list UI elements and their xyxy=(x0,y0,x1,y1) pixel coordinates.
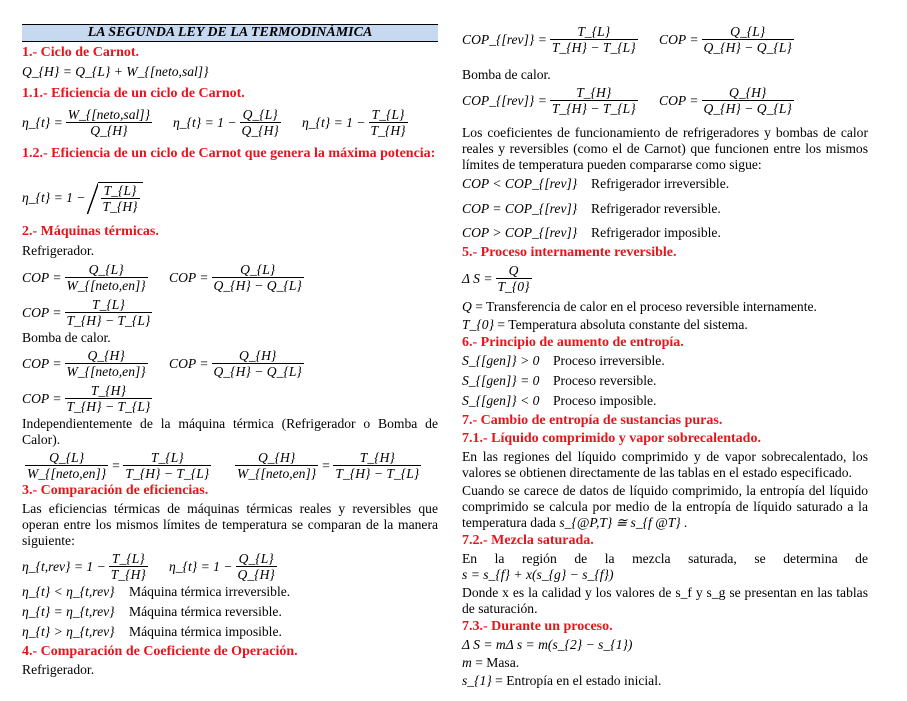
formula-row xyxy=(22,182,438,214)
formula xyxy=(22,64,209,80)
paragraph-text: Los coeficientes de funcionamiento de refrigeradores y bombas de calor reales y reversibles (como el de Carnot) que funcionen entre los mismos límites de temperatura pueden compararse como sigue: xyxy=(462,125,868,172)
denominator: T_{0} xyxy=(497,279,530,294)
formula: COP = COP_{[rev]} xyxy=(462,201,578,216)
formula: η_{t} > η_{t,rev} xyxy=(22,624,115,639)
section-heading: 4.- Comparación de Coeficiente de Operación. xyxy=(22,644,298,659)
denominator: Q_{H} xyxy=(90,123,128,138)
fraction xyxy=(101,183,140,214)
formula-text: η_{t,rev} = 1 − xyxy=(22,558,106,574)
paragraph xyxy=(22,416,438,448)
formula xyxy=(22,297,155,328)
formula xyxy=(462,24,641,55)
section-heading: 3.- Comparación de eficiencias. xyxy=(22,483,209,498)
comparison-row xyxy=(22,604,438,622)
paragraph-text: Donde x es la calidad y los valores de s_f y s_g se presentan en las tablas de saturación. xyxy=(462,585,868,616)
denominator: Q_{H} − Q_{L} xyxy=(703,40,792,55)
numerator: T_{H} xyxy=(333,450,421,466)
paragraph xyxy=(462,125,868,173)
comparison-label: Refrigerador irreversible. xyxy=(591,176,730,191)
numerator: W_{[neto,sal]} xyxy=(67,107,151,122)
comparison-row xyxy=(462,353,868,371)
fraction xyxy=(65,348,148,379)
formula: s_{@P,T} ≅ s_{f @T} . xyxy=(559,515,688,530)
formula-text: COP = xyxy=(169,269,209,285)
section-heading: 2.- Máquinas térmicas. xyxy=(22,224,159,239)
fraction xyxy=(65,297,153,328)
fraction xyxy=(109,551,148,582)
formula-row xyxy=(462,85,868,116)
formula: S_{[gen]} < 0 xyxy=(462,393,540,408)
formula-text: η_{t} = 1 − xyxy=(173,114,237,130)
fraction xyxy=(702,24,794,55)
formula: s_{1} xyxy=(462,673,492,688)
formula-text: COP = xyxy=(659,92,699,108)
formula xyxy=(462,85,641,116)
fraction xyxy=(240,107,281,138)
section-heading: 6.- Principio de aumento de entropía. xyxy=(462,335,684,350)
paragraph-text: Independientemente de la máquina térmica (Refrigerador o Bomba de Calor). xyxy=(22,416,438,447)
denominator: T_{H} − T_{L} xyxy=(551,40,636,55)
formula-text: COP = xyxy=(22,355,62,371)
denominator: T_{H} − T_{L} xyxy=(66,313,151,328)
numerator: T_{L} xyxy=(65,297,153,313)
formula xyxy=(659,85,797,116)
formula: Q xyxy=(462,299,472,314)
fraction xyxy=(123,450,211,481)
formula xyxy=(173,107,284,138)
paragraph-text: = Masa. xyxy=(471,655,520,670)
formula xyxy=(22,348,151,379)
denominator: T_{H} xyxy=(102,199,138,214)
numerator: Q_{L} xyxy=(236,551,277,567)
comparison-row xyxy=(462,176,868,194)
fraction xyxy=(550,24,638,55)
fraction xyxy=(212,348,304,379)
numerator: T_{L} xyxy=(123,450,211,466)
paragraph-text: Bomba de calor. xyxy=(22,330,111,345)
paragraph-text: Cuando se carece de datos de líquido comprimido, la entropía del líquido comprimido se calcula por medio de la entropía de líquido saturado a la temperatura dada xyxy=(462,483,868,530)
formula-text: = xyxy=(111,457,121,473)
fraction xyxy=(212,262,304,293)
paragraph-text: Bomba de calor. xyxy=(462,67,551,82)
page-title: LA SEGUNDA LEY DE LA TERMODINÁMICA xyxy=(22,24,438,42)
comparison-label: Proceso reversible. xyxy=(553,373,657,388)
denominator: Q_{H} xyxy=(237,567,275,582)
denominator: W_{[neto,en]} xyxy=(237,466,317,481)
formula-row xyxy=(22,262,438,328)
paragraph xyxy=(462,449,868,481)
numerator: Q_{L} xyxy=(25,450,108,466)
paragraph xyxy=(462,317,868,333)
paragraph xyxy=(462,585,868,617)
formula: S_{[gen]} > 0 xyxy=(462,353,540,368)
numerator: Q_{L} xyxy=(212,262,304,278)
paragraph-text: Refrigerador. xyxy=(22,662,95,677)
comparison-row xyxy=(22,624,438,642)
formula: S_{[gen]} = 0 xyxy=(462,373,540,388)
section-heading: 7.2.- Mezcla saturada. xyxy=(462,533,594,548)
formula-text: Δ S = xyxy=(462,270,493,286)
formula: η_{t} < η_{t,rev} xyxy=(22,584,115,599)
comparison-row xyxy=(22,584,438,602)
paragraph xyxy=(462,299,868,315)
formula-text: COP = xyxy=(169,355,209,371)
formula: m xyxy=(462,655,472,670)
formula-text: COP = xyxy=(22,269,62,285)
fraction xyxy=(333,450,421,481)
formula-text: η_{t} = 1 − xyxy=(22,190,86,205)
fraction xyxy=(66,107,152,138)
formula-row xyxy=(22,551,438,582)
formula xyxy=(169,551,280,582)
numerator: T_{L} xyxy=(101,183,140,199)
numerator: T_{L} xyxy=(369,107,408,123)
formula xyxy=(462,263,535,294)
numerator: Q xyxy=(496,263,532,279)
denominator: Q_{H} xyxy=(241,123,279,138)
section-heading: 1.2.- Eficiencia de un ciclo de Carnot que genera la máxima potencia: xyxy=(22,146,436,161)
formula xyxy=(169,262,307,293)
formula xyxy=(22,262,151,293)
paragraph xyxy=(462,483,868,531)
paragraph xyxy=(22,501,438,549)
numerator: T_{H} xyxy=(65,383,153,399)
denominator: W_{[neto,en]} xyxy=(66,278,146,293)
comparison-label: Máquina térmica imposible. xyxy=(129,624,282,639)
paragraph-text: En la región de la mezcla saturada, se determina de xyxy=(462,551,868,566)
numerator: T_{L} xyxy=(550,24,638,40)
paragraph xyxy=(462,673,868,689)
paragraph-text: Refrigerador. xyxy=(22,243,95,258)
formula xyxy=(22,107,155,138)
fraction xyxy=(235,450,318,481)
comparison-row xyxy=(462,225,868,243)
numerator: Q_{H} xyxy=(702,85,794,101)
formula xyxy=(659,24,797,55)
formula-text: COP = xyxy=(22,390,62,406)
comparison-row xyxy=(462,393,868,411)
fraction xyxy=(236,551,277,582)
formula-row xyxy=(22,450,438,481)
denominator: T_{H} − T_{L} xyxy=(66,399,151,414)
comparison-row xyxy=(462,201,868,219)
formula-row xyxy=(22,348,438,414)
formula-row xyxy=(22,107,438,138)
paragraph xyxy=(462,67,868,83)
paragraph-text: = Transferencia de calor en el proceso reversible internamente. xyxy=(471,299,817,314)
section-heading: 5.- Proceso internamente reversible. xyxy=(462,245,677,260)
denominator: W_{[neto,en]} xyxy=(27,466,107,481)
formula-text: COP_{[rev]} = xyxy=(462,92,547,108)
paragraph-text: Las eficiencias térmicas de máquinas térmicas reales y reversibles que operan entre los mismos límites de temperatura se comparan de la manera siguiente: xyxy=(22,501,438,548)
formula: s = s_{f} + x(s_{g} − s_{f}) xyxy=(462,567,614,582)
formula-text: η_{t} = 1 − xyxy=(302,114,366,130)
formula-text: η_{t} = xyxy=(22,114,63,130)
paragraph-text: En las regiones del líquido comprimido y de vapor sobrecalentado, los valores se obtienen directamente de las tablas en el estado especificado. xyxy=(462,449,868,480)
numerator: T_{H} xyxy=(550,85,638,101)
paragraph xyxy=(22,330,438,346)
fraction xyxy=(702,85,794,116)
fraction xyxy=(65,383,153,414)
right-column xyxy=(462,0,868,701)
denominator: T_{H} − T_{L} xyxy=(551,101,636,116)
denominator: Q_{H} − Q_{L} xyxy=(213,364,302,379)
paragraph-text: = Temperatura absoluta constante del sistema. xyxy=(494,317,748,332)
formula-row xyxy=(22,64,438,80)
formula: COP < COP_{[rev]} xyxy=(462,176,578,191)
fraction xyxy=(369,107,408,138)
formula: T_{0} xyxy=(462,317,495,332)
comparison-label: Máquina térmica irreversible. xyxy=(129,584,291,599)
formula-text: = xyxy=(321,457,331,473)
formula xyxy=(169,348,307,379)
denominator: T_{H} − T_{L} xyxy=(335,466,420,481)
numerator: Q_{H} xyxy=(65,348,148,364)
paragraph xyxy=(462,551,868,583)
formula xyxy=(22,551,151,582)
section-heading: 7.1.- Líquido comprimido y vapor sobrecalentado. xyxy=(462,431,761,446)
left-column xyxy=(22,0,438,701)
section-heading: 1.1.- Eficiencia de un ciclo de Carnot. xyxy=(22,86,245,101)
comparison-label: Máquina térmica reversible. xyxy=(129,604,282,619)
numerator: Q_{L} xyxy=(240,107,281,123)
numerator: Q_{L} xyxy=(65,262,148,278)
formula xyxy=(232,450,424,481)
section-heading: 7.- Cambio de entropía de sustancias puras. xyxy=(462,413,723,428)
fraction xyxy=(65,262,148,293)
section-heading: 7.3.- Durante un proceso. xyxy=(462,619,613,634)
denominator: T_{H} xyxy=(370,123,406,138)
paragraph-text: = Entropía en el estado inicial. xyxy=(491,673,662,688)
paragraph xyxy=(22,243,438,259)
formula: COP > COP_{[rev]} xyxy=(462,225,578,240)
numerator: T_{L} xyxy=(109,551,148,567)
denominator: T_{H} xyxy=(110,567,146,582)
denominator: W_{[neto,en]} xyxy=(66,364,146,379)
section-heading: 1.- Ciclo de Carnot. xyxy=(22,45,140,60)
fraction xyxy=(550,85,638,116)
paragraph xyxy=(462,637,868,653)
square-root xyxy=(98,182,143,214)
numerator: Q_{H} xyxy=(212,348,304,364)
fraction xyxy=(496,263,532,294)
numerator: Q_{H} xyxy=(235,450,318,466)
denominator: T_{H} − T_{L} xyxy=(125,466,210,481)
formula-row xyxy=(462,263,868,294)
formula xyxy=(22,182,143,214)
formula-row xyxy=(462,24,868,55)
formula-text: COP = xyxy=(659,31,699,47)
denominator: Q_{H} − Q_{L} xyxy=(703,101,792,116)
paragraph xyxy=(462,655,868,671)
paragraph xyxy=(22,662,438,678)
formula-text: COP_{[rev]} = xyxy=(462,31,547,47)
numerator: Q_{L} xyxy=(702,24,794,40)
formula: η_{t} = η_{t,rev} xyxy=(22,604,115,619)
formula-text: Q_{H} = Q_{L} + W_{[neto,sal]} xyxy=(22,64,209,79)
comparison-label: Proceso irreversible. xyxy=(553,353,665,368)
fraction xyxy=(25,450,108,481)
denominator: Q_{H} − Q_{L} xyxy=(213,278,302,293)
formula xyxy=(22,450,214,481)
comparison-label: Refrigerador imposible. xyxy=(591,225,721,240)
formula-text: η_{t} = 1 − xyxy=(169,558,233,574)
comparison-label: Refrigerador reversible. xyxy=(591,201,721,216)
formula-text: COP = xyxy=(22,304,62,320)
formula xyxy=(302,107,411,138)
formula: Δ S = mΔ s = m(s_{2} − s_{1}) xyxy=(462,637,633,652)
formula xyxy=(22,383,155,414)
comparison-label: Proceso imposible. xyxy=(553,393,657,408)
comparison-row xyxy=(462,373,868,391)
